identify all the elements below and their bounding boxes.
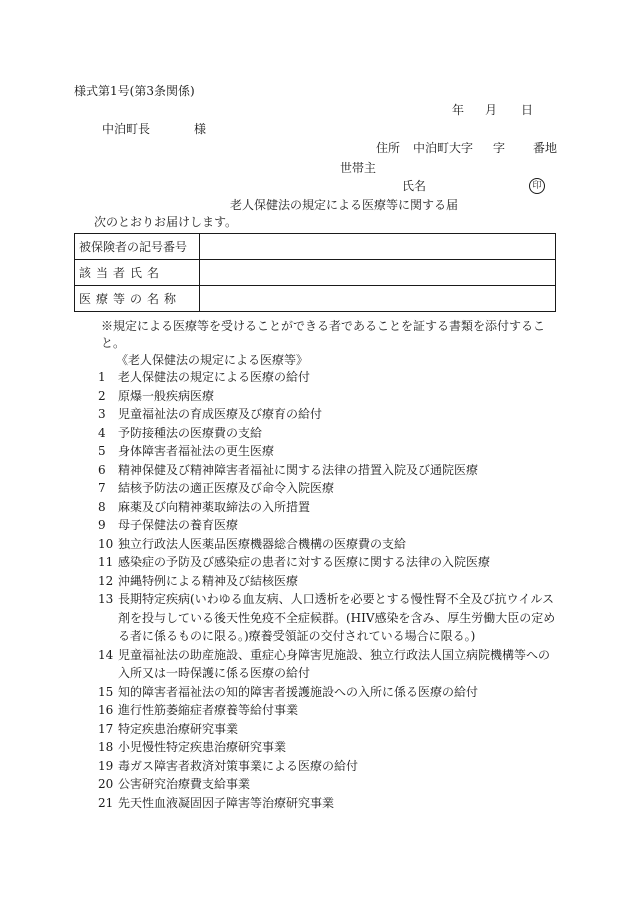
subject-name-label: 該当者氏名 [75, 260, 200, 286]
list-item [98, 461, 560, 480]
list-item-number: 13 [98, 592, 114, 606]
list-item-text: 老人保健法の規定による医療の給付 [118, 370, 311, 384]
date-year-label: 年 [452, 103, 465, 117]
list-item-number: 21 [98, 795, 114, 810]
address-value: 中泊町大字 [413, 141, 474, 155]
list-item-number: 6 [98, 462, 106, 477]
list-item-number: 1 [98, 370, 106, 384]
list-item [98, 683, 560, 702]
list-item [98, 757, 560, 776]
seal-mark: 印 [529, 178, 545, 194]
list-item [98, 701, 560, 720]
list-item-text: 毒ガス障害者救済対策事業による医療の給付 [118, 758, 359, 773]
list-item [98, 553, 560, 572]
list-item-number: 3 [98, 407, 106, 421]
date-month-label: 月 [485, 103, 498, 117]
intro-text: 次のとおりお届けします。 [94, 215, 238, 229]
list-item [98, 775, 560, 794]
list-item-text: 進行性筋萎縮症者療養等給付事業 [118, 703, 299, 717]
list-item-number: 8 [98, 499, 106, 514]
list-item-number: 7 [98, 481, 106, 495]
table-row [75, 234, 556, 260]
householder-label: 世帯主 [340, 161, 377, 175]
list-item-text: 沖縄特例による精神及び結核医療 [118, 573, 299, 588]
insured-number-label: 被保険者の記号番号 [75, 234, 200, 260]
list-item-text: 精神保健及び精神障害者福祉に関する法律の措置入院及び通院医療 [118, 462, 479, 477]
aza-label: 字 [493, 141, 506, 155]
list-item-text: 児童福祉法の育成医療及び療育の給付 [118, 407, 323, 421]
list-item-number: 18 [98, 740, 114, 754]
list-item [98, 535, 560, 554]
list-item [98, 479, 560, 498]
list-item-number: 12 [98, 573, 114, 588]
insured-number-field[interactable] [200, 234, 556, 260]
list-item-number: 15 [98, 684, 114, 699]
list-item-text: 知的障害者福祉法の知的障害者援護施設への入所に係る医療の給付 [118, 684, 479, 699]
medical-care-name-label: 医療等の名称 [75, 286, 200, 312]
list-item [98, 646, 560, 683]
table-row [75, 260, 556, 286]
list-item-text: 特定疾患治療研究事業 [118, 721, 239, 736]
address-label: 住所 [376, 141, 401, 155]
list-item-number: 5 [98, 444, 106, 458]
table-row [75, 286, 556, 312]
list-item [98, 738, 560, 757]
list-item [98, 387, 560, 406]
list-item-number: 10 [98, 536, 114, 551]
list-item [98, 368, 560, 387]
medical-care-name-field[interactable] [200, 286, 556, 312]
list-item [98, 405, 560, 424]
attachment-note [101, 318, 561, 352]
medical-care-list [98, 368, 560, 812]
list-item-text: 身体障害者福祉法の更生医療 [118, 444, 275, 458]
list-item [98, 424, 560, 443]
list-item-text: 予防接種法の医療費の支給 [118, 425, 263, 440]
form-number: 様式第1号(第3条関係) [74, 84, 195, 98]
list-item-number: 16 [98, 703, 114, 717]
list-item-text: 母子保健法の養育医療 [118, 518, 239, 532]
list-item-text: 感染症の予防及び感染症の患者に対する医療に関する法律の入院医療 [118, 555, 491, 569]
note-text: ※規定による医療等を受けることができる者であることを証する書類を添付すること。 [101, 319, 546, 350]
list-item-text: 児童福祉法の助産施設、重症心身障害児施設、独立行政法人国立病院機構等への入所又は一時保護に係る医療の給付 [118, 647, 551, 680]
list-item [98, 572, 560, 591]
list-item-text: 小児慢性特定疾患治療研究事業 [118, 740, 287, 754]
list-item-text: 独立行政法人医薬品医療機器総合機構の医療費の支給 [118, 536, 407, 551]
info-table [74, 233, 556, 312]
list-item-number: 14 [98, 647, 114, 662]
list-heading: 《老人保健法の規定による医療等》 [116, 353, 309, 367]
list-item-text: 公害研究治療費支給事業 [118, 777, 251, 791]
addressee: 中泊町長 [102, 122, 151, 136]
list-item [98, 590, 560, 646]
date-day-label: 日 [521, 103, 534, 117]
document-title: 老人保健法の規定による医療等に関する届 [230, 198, 459, 212]
list-item [98, 516, 560, 535]
list-item-text: 先天性血液凝固因子障害等治療研究事業 [118, 795, 335, 810]
list-item-text: 麻薬及び向精神薬取締法の入所措置 [118, 499, 311, 514]
list-item-number: 20 [98, 777, 114, 791]
list-item [98, 498, 560, 517]
list-item-number: 9 [98, 518, 106, 532]
list-item-text: 原爆一般疾病医療 [118, 388, 215, 403]
list-item-text: 結核予防法の適正医療及び命令入院医療 [118, 481, 335, 495]
list-item-number: 4 [98, 425, 106, 440]
name-label: 氏名 [402, 179, 427, 193]
list-item-number: 17 [98, 721, 114, 736]
list-item-number: 19 [98, 758, 114, 773]
list-item [98, 442, 560, 461]
banchi-label: 番地 [533, 141, 558, 155]
list-item [98, 720, 560, 739]
list-item-text: 長期特定疾病(いわゆる血友病、人口透析を必要とする慢性腎不全及び抗ウイルス剤を投与している後天性免疫不全症候群。(HIV感染を含み、厚生労働大臣の定める者に係るものに限る。)療養受領証の交付されている場合に限る。) [118, 592, 556, 643]
list-item-number: 11 [98, 555, 114, 569]
honorific: 様 [194, 122, 207, 136]
list-item [98, 794, 560, 813]
list-item-number: 2 [98, 388, 106, 403]
subject-name-field[interactable] [200, 260, 556, 286]
